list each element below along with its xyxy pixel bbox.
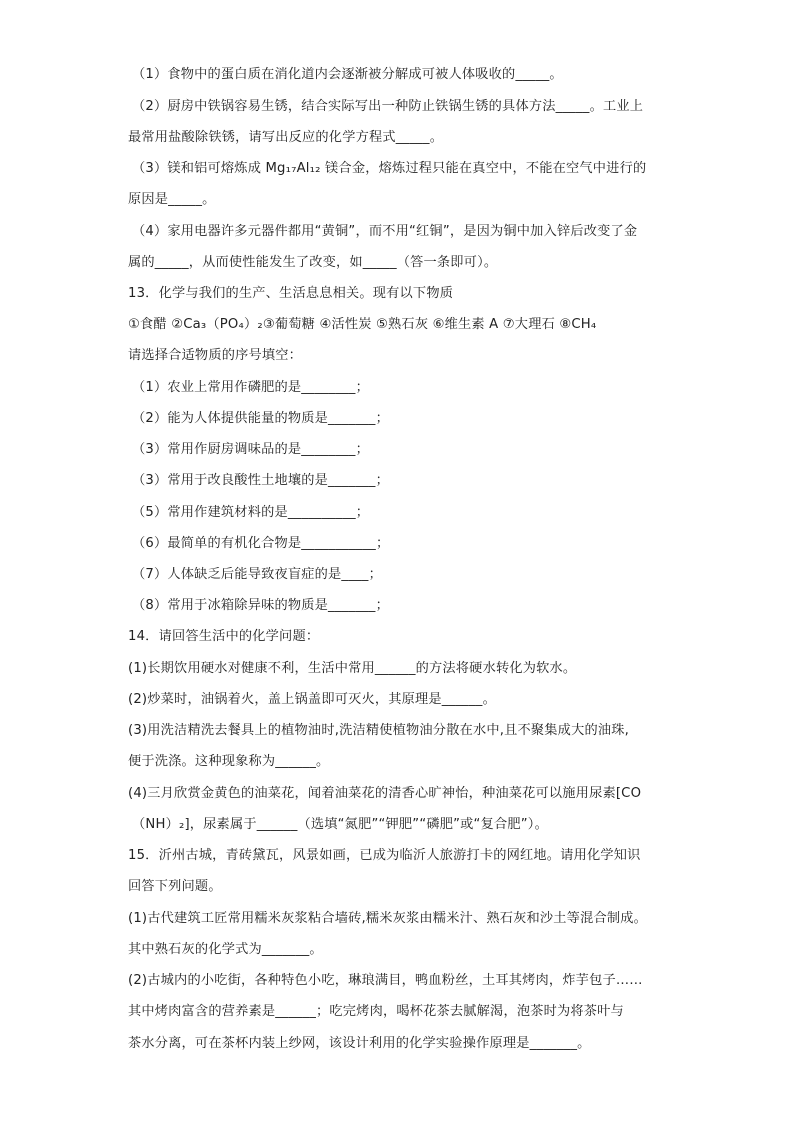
q14-part4-line1: (4)三月欣赏金黄色的油菜花，闻着油菜花的清香心旷神怡，种油菜花可以施用尿素[CO	[128, 786, 642, 801]
q14-part2: (2)炒菜时，油锅着火，盖上锅盖即可灭火，其原理是______。	[128, 692, 496, 707]
q15-part2-line2: 其中烤肉富含的营养素是______；吃完烤肉，喝杯花茶去腻解渴，泡茶时为将茶叶与	[128, 1004, 624, 1019]
q14-part4-line2: （NH）₂]，尿素属于______（选填“氮肥”“钾肥”“磷肥”或“复合肥”）。	[132, 817, 548, 832]
q12-part3-line2: 原因是_____。	[128, 192, 216, 207]
q13-item7: （7）人体缺乏后能导致夜盲症的是____；	[132, 567, 382, 582]
q13-item1: （1）农业上常用作磷肥的是________；	[132, 380, 369, 395]
q14-stem: 14．请回答生活中的化学问题：	[128, 629, 320, 644]
q13-substances: ①食醋 ②Ca₃（PO₄）₂③葡萄糖 ④活性炭 ⑤熟石灰 ⑥维生素 A ⑦大理石 ⑧CH₄	[128, 317, 597, 332]
q12-part4-line1: （4）家用电器许多元器件都用“黄铜”，而不用“红铜”，是因为铜中加入锌后改变了金	[132, 224, 638, 239]
q15-stem-line1: 15．沂州古城，青砖黛瓦，风景如画，已成为临沂人旅游打卡的网红地。请用化学知识	[128, 848, 641, 863]
q13-item5: （5）常用作建筑材料的是__________；	[132, 505, 370, 520]
q12-part3-line1: （3）镁和铝可熔炼成 Mg₁₇Al₁₂ 镁合金，熔炼过程只能在真空中，不能在空气中进行的	[132, 161, 647, 176]
q12-part2-line2: 最常用盐酸除铁锈，请写出反应的化学方程式_____。	[128, 130, 444, 145]
q15-part2-line1: (2)古城内的小吃街，各种特色小吃，琳琅满目，鸭血粉丝，土耳其烤肉，炸芋包子……	[128, 973, 643, 988]
q15-part2-line3: 茶水分离，可在茶杯内装上纱网，该设计利用的化学实验操作原理是_______。	[128, 1036, 591, 1051]
q15-part1-line2: 其中熟石灰的化学式为_______。	[128, 942, 323, 957]
q13-item2: （2）能为人体提供能量的物质是_______；	[132, 411, 389, 426]
q13-item6: （6）最简单的有机化合物是___________；	[132, 536, 390, 551]
q14-part3-line1: (3)用洗洁精洗去餐具上的植物油时,洗洁精使植物油分散在水中,且不聚集成大的油珠,	[128, 723, 630, 738]
q13-stem: 13．化学与我们的生产、生活息息相关。现有以下物质	[128, 286, 454, 301]
q15-part1-line1: (1)古代建筑工匠常用糯米灰浆粘合墙砖,糯米灰浆由糯米汁、熟石灰和沙土等混合制成。	[128, 911, 648, 926]
q12-part2-line1: （2）厨房中铁锅容易生锈，结合实际写出一种防止铁锅生锈的具体方法_____。工业上	[132, 99, 644, 114]
q15-stem-line2: 回答下列问题。	[128, 879, 222, 894]
q13-instruction: 请选择合适物质的序号填空：	[128, 348, 303, 363]
q12-part1: （1）食物中的蛋白质在消化道内会逐渐被分解成可被人体吸收的_____。	[132, 67, 563, 82]
q14-part3-line2: 便于洗涤。这种现象称为______。	[128, 754, 330, 769]
q13-item8: （8）常用于冰箱除异味的物质是_______；	[132, 598, 389, 613]
q13-item4: （3）常用于改良酸性土地壤的是_______；	[132, 473, 389, 488]
q13-item3: （3）常用作厨房调味品的是________；	[132, 442, 369, 457]
q14-part1: (1)长期饮用硬水对健康不利，生活中常用______的方法将硬水转化为软水。	[128, 661, 577, 676]
q12-part4-line2: 属的_____，从而使性能发生了改变，如_____（答一条即可）。	[128, 255, 498, 270]
